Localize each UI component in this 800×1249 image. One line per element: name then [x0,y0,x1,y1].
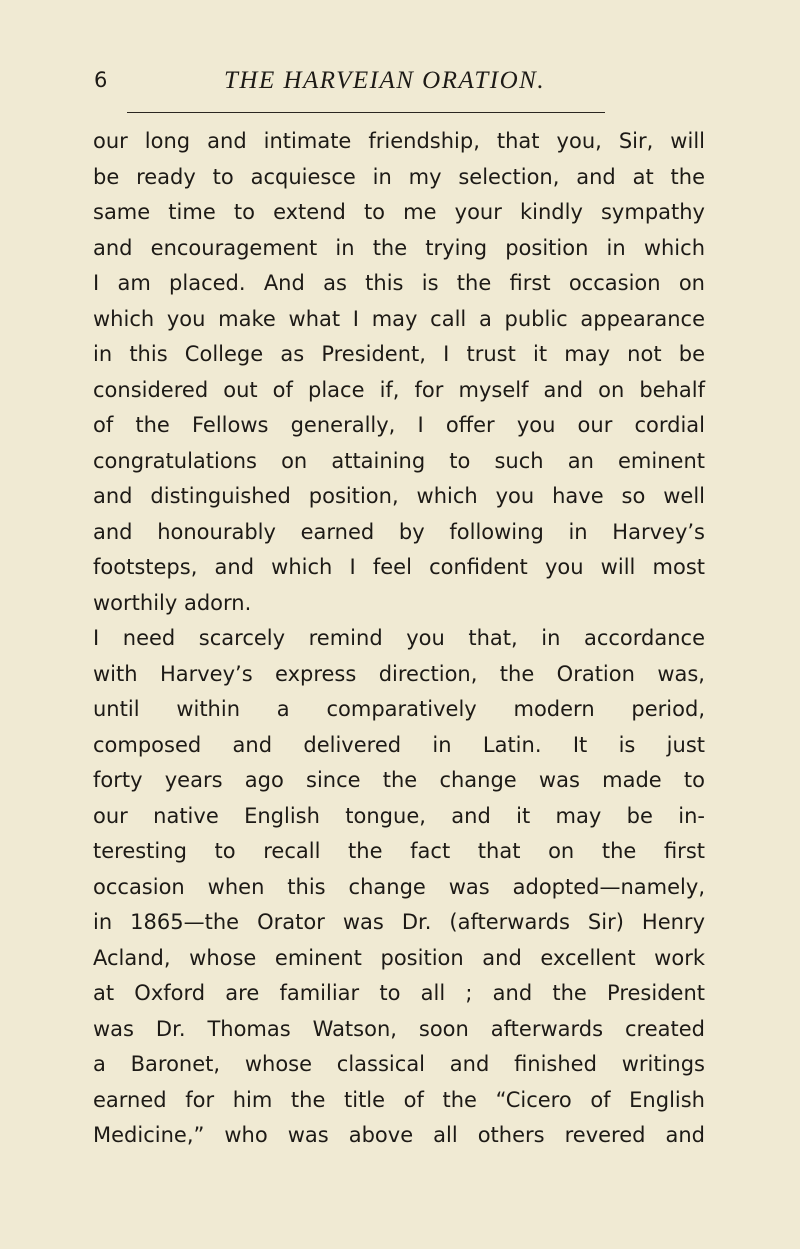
text-line: in this College as President, I trust it may not be [93,342,705,366]
text-line: worthily adorn. [93,590,252,615]
text-line: our long and intimate friendship, that you, Sir, will [93,129,705,153]
text-line: Medicine,” who was above all others revered and [93,1123,705,1147]
page-number: 6 [94,68,108,92]
running-head [94,68,704,102]
text-line: composed and delivered in Latin. It is just [93,732,705,757]
text-line: I am placed. And as this is the first occasion on [93,271,705,295]
text-line: was Dr. Thomas Watson, soon afterwards created [93,1016,705,1041]
text-line: considered out of place if, for myself and on behalf [93,377,705,402]
text-line: with Harvey’s express direction, the Oration was, [93,661,705,686]
text-line: until within a comparatively modern period, [93,697,705,721]
text-line: teresting to recall the fact that on the first [93,839,705,863]
text-line: congratulations on attaining to such an eminent [93,448,705,473]
text-line: in 1865—the Orator was Dr. (afterwards Sir) Henry [93,910,705,934]
text-line: forty years ago since the change was made to [93,768,705,792]
header-rule [127,112,605,113]
text-line: which you make what I may call a public appearance [93,306,705,331]
text-line: earned for him the title of the “Cicero of English [93,1087,705,1112]
text-line: footsteps, and which I feel confident you will most [93,555,705,579]
text-line: our native English tongue, and it may be in- [93,803,705,828]
text-line: a Baronet, whose classical and finished writings [93,1052,705,1076]
text-line: and distinguished position, which you have so well [93,484,705,508]
text-line: be ready to acquiesce in my selection, and at the [93,164,705,189]
text-line: occasion when this change was adopted—namely, [93,874,705,899]
text-line: I need scarcely remind you that, in accordance [93,626,705,650]
text-line: and honourably earned by following in Harvey’s [93,519,705,544]
text-line: at Oxford are familiar to all ; and the President [93,981,705,1005]
text-line: and encouragement in the trying position in which [93,235,705,260]
running-title: THE HARVEIAN ORATION. [224,67,546,94]
text-line: same time to extend to me your kindly sympathy [93,200,705,224]
body-text [93,124,705,1154]
text-line: Acland, whose eminent position and excellent work [93,945,705,970]
text-line: of the Fellows generally, I offer you our cordial [93,413,705,437]
